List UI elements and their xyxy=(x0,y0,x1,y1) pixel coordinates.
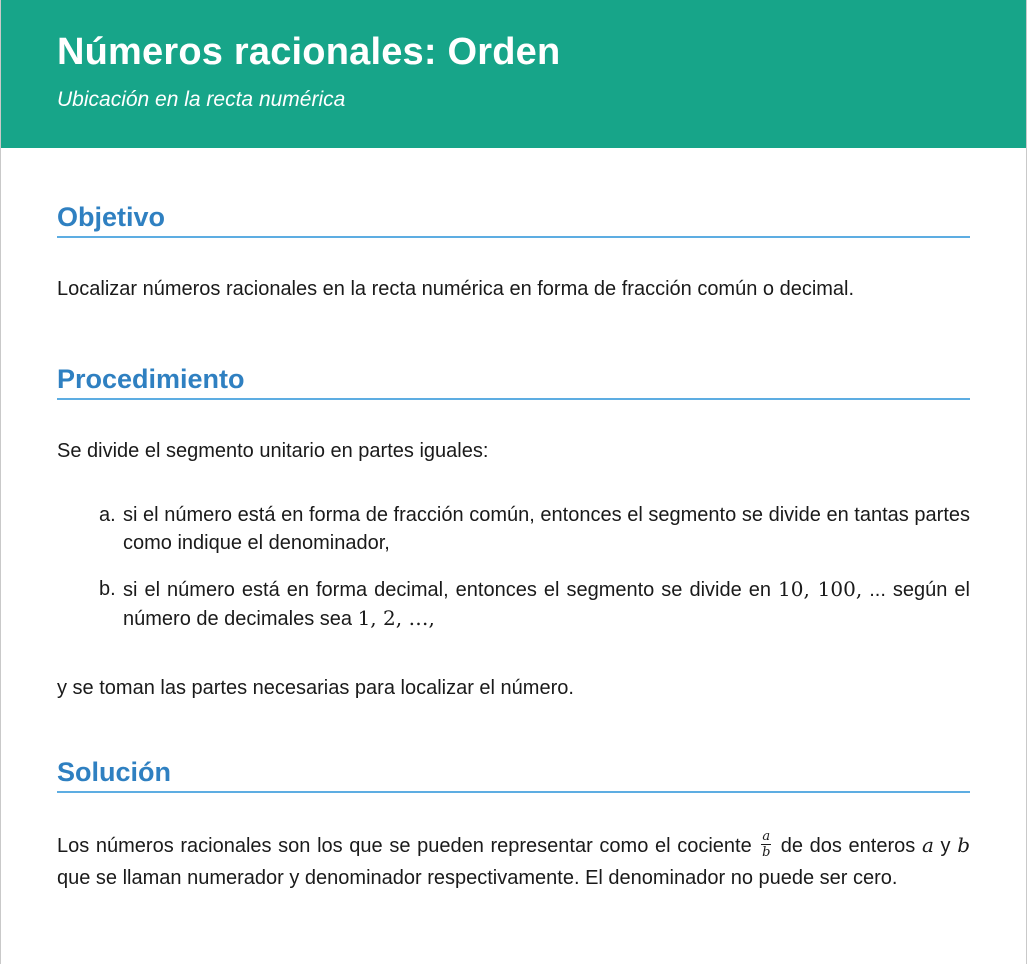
math-divisions: 10, 100, xyxy=(778,577,863,601)
solution-text-part-2: de dos enteros xyxy=(774,835,922,857)
procedure-intro: Se divide el segmento unitario en partes iguales: xyxy=(57,440,489,462)
section-title-objective: Objetivo xyxy=(57,200,970,238)
page-subtitle: Ubicación en la recta numérica xyxy=(57,88,346,111)
variable-b: b xyxy=(957,833,970,857)
step-marker: a. xyxy=(99,504,116,526)
fraction-numerator: a xyxy=(762,829,771,845)
step-text-middle: ... según el número de decimales sea xyxy=(123,579,970,630)
solution-text-part-3: y xyxy=(933,835,958,857)
procedure-step-b xyxy=(99,575,970,633)
fraction-a-over-b xyxy=(761,830,771,859)
solution-text-part-4: que se llaman numerador y denominador respectivamente. El denominador no puede ser cero. xyxy=(57,867,898,889)
page-header xyxy=(1,0,1026,148)
procedure-step-a xyxy=(99,501,970,557)
section-title-solution: Solución xyxy=(57,755,970,793)
objective-text: Localizar números racionales en la recta numérica en forma de fracción común o decimal. xyxy=(57,278,855,300)
page-title: Números racionales: Orden xyxy=(57,31,561,73)
procedure-closing: y se toman las partes necesarias para localizar el número. xyxy=(57,677,574,699)
section-title-procedure: Procedimiento xyxy=(57,362,970,400)
step-text: si el número está en forma de fracción común, entonces el segmento se divide en tantas partes como indique el denominador, xyxy=(123,504,970,554)
math-decimals: 1, 2, …, xyxy=(357,606,435,630)
solution-text xyxy=(57,829,970,894)
step-marker: b. xyxy=(99,578,116,600)
step-text-before: si el número está en forma decimal, entonces el segmento se divide en xyxy=(123,579,779,601)
variable-a: a xyxy=(921,833,934,857)
page-content xyxy=(1,200,1026,894)
solution-text-part-1: Los números racionales son los que se pueden representar como el cociente xyxy=(57,835,759,857)
fraction-denominator: b xyxy=(762,845,771,861)
procedure-steps-list xyxy=(57,501,970,633)
